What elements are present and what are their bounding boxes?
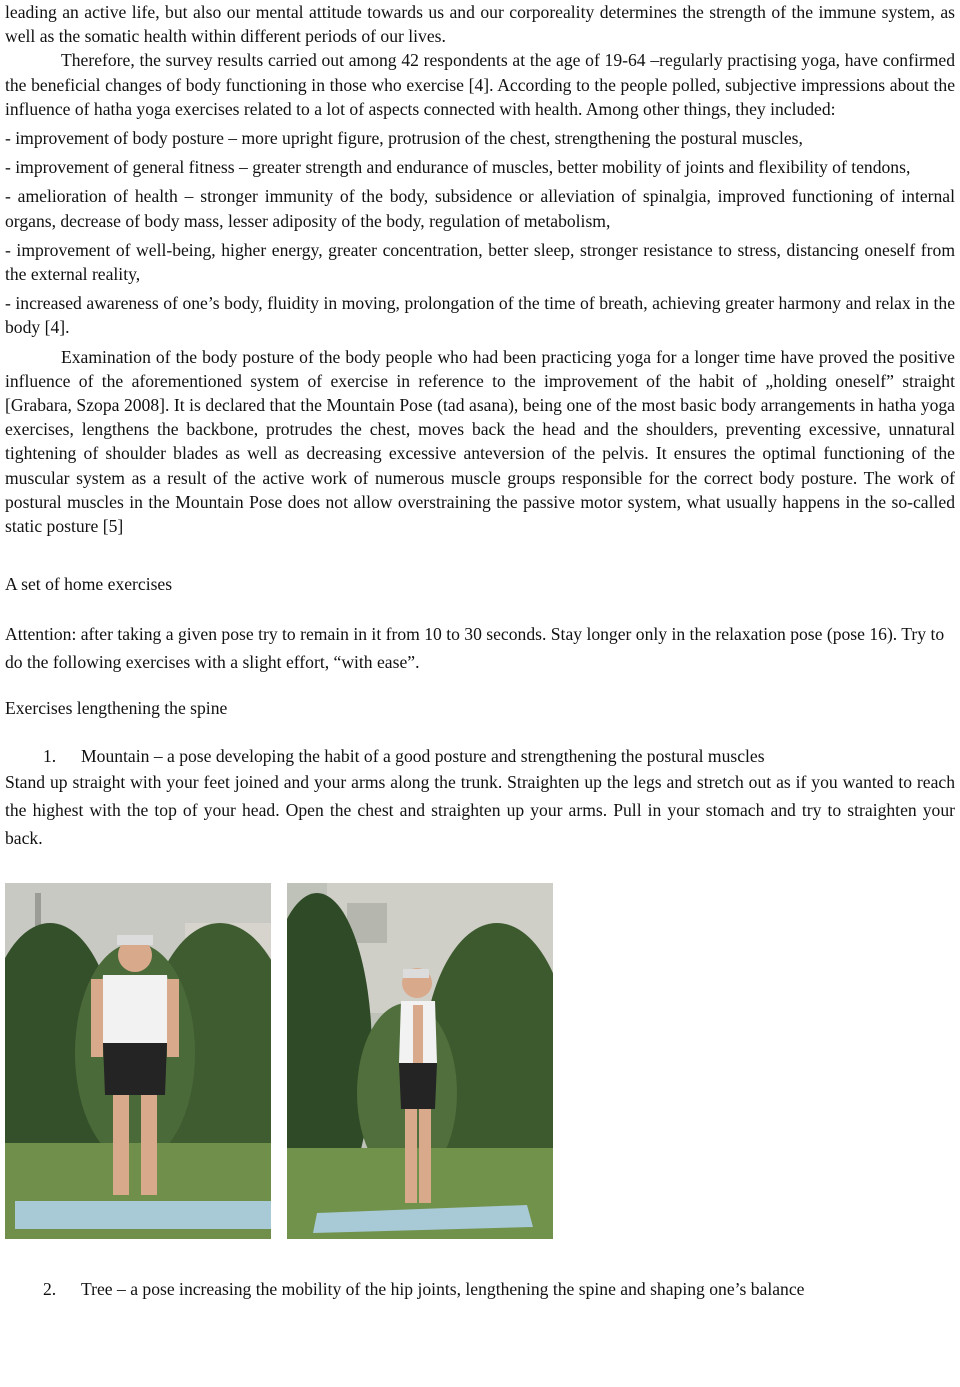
paragraph-examination: Examination of the body posture of the body people who had been practicing yoga for a longer time have proved the positive influence of the aforementioned system of exercise in reference to the improvement of the habit of „holding oneself” straight [Grabara, Szopa 2008]. It is declared that the Mountain Pose (tad asana), being one of the most basic body arrangements in hatha yoga exercises, lengthens the backbone, protrudes the chest, moves back the head and the shoulders, preventing excessive, unnatural tightening of shoulder blades as well as decreasing excessive anteversion of the pelvis. It ensures the optimal functioning of the muscular system as a result of the active work of numerous muscle groups responsible for the correct body posture. The work of postural muscles in the Mountain Pose does not allow overstraining the passive motor system, what usually happens in the so-called static posture [5] xyxy=(5,346,955,537)
exercise-1-description: Stand up straight with your feet joined and your arms along the trunk. Straighten up the legs and stretch out as if you wanted to reach the highest with the top of your head. Open the chest and straighten up your arms. Pull in your stomach and try to straighten your back. xyxy=(5,772,955,849)
bullet-health: - amelioration of health – stronger immunity of the body, subsidence or alleviation of spinalgia, improved functioning of internal organs, decrease of body mass, lesser adiposity of the body, regulation of metabolism, xyxy=(5,186,955,231)
exercise-2-title-text: Tree – a pose increasing the mobility of the hip joints, lengthening the spine and shaping one’s balance xyxy=(81,1279,805,1300)
subsection-title: Exercises lengthening the spine xyxy=(5,698,228,719)
bullet-fitness: - improvement of general fitness – greater strength and endurance of muscles, better mobility of joints and flexibility of tendons, xyxy=(5,157,911,178)
mountain-pose-side-photo xyxy=(287,883,553,1239)
paragraph-survey: Therefore, the survey results carried out among 42 respondents at the age of 19-64 –regularly practising yoga, have confirmed the beneficial changes of body functioning in those who exercise [4]. According to the people polled, subjective impressions about the influence of hatha yoga exercises related to a lot of aspects connected with health. Among other things, they included: xyxy=(5,50,955,119)
exercise-1-photos xyxy=(5,883,955,1243)
mountain-pose-front-photo xyxy=(5,883,271,1239)
exercise-1-title-text: Mountain – a pose developing the habit of a good posture and strengthening the postural muscles xyxy=(81,746,765,767)
exercise-1-number: 1. xyxy=(43,746,57,767)
section-title: A set of home exercises xyxy=(5,574,173,595)
exercise-1-title xyxy=(5,744,955,768)
bullet-posture: - improvement of body posture – more upright figure, protrusion of the chest, strengthening the postural muscles, xyxy=(5,128,803,149)
bullet-awareness: - increased awareness of one’s body, fluidity in moving, prolongation of the time of breath, achieving greater harmony and relax in the body [4]. xyxy=(5,293,955,338)
exercise-2-number: 2. xyxy=(43,1279,57,1300)
bullet-wellbeing: - improvement of well-being, higher energy, greater concentration, better sleep, stronger resistance to stress, distancing oneself from the external reality, xyxy=(5,239,955,285)
exercise-2-title xyxy=(5,1277,955,1301)
attention-note: Attention: after taking a given pose try to remain in it from 10 to 30 seconds. Stay longer only in the relaxation pose (pose 16). Try to do the following exercises with a slight effort, “with ease”. xyxy=(5,624,945,673)
paragraph-intro: leading an active life, but also our mental attitude towards us and our corporeality determines the strength of the immune system, as well as the somatic health within different periods of our lives. xyxy=(5,2,955,47)
